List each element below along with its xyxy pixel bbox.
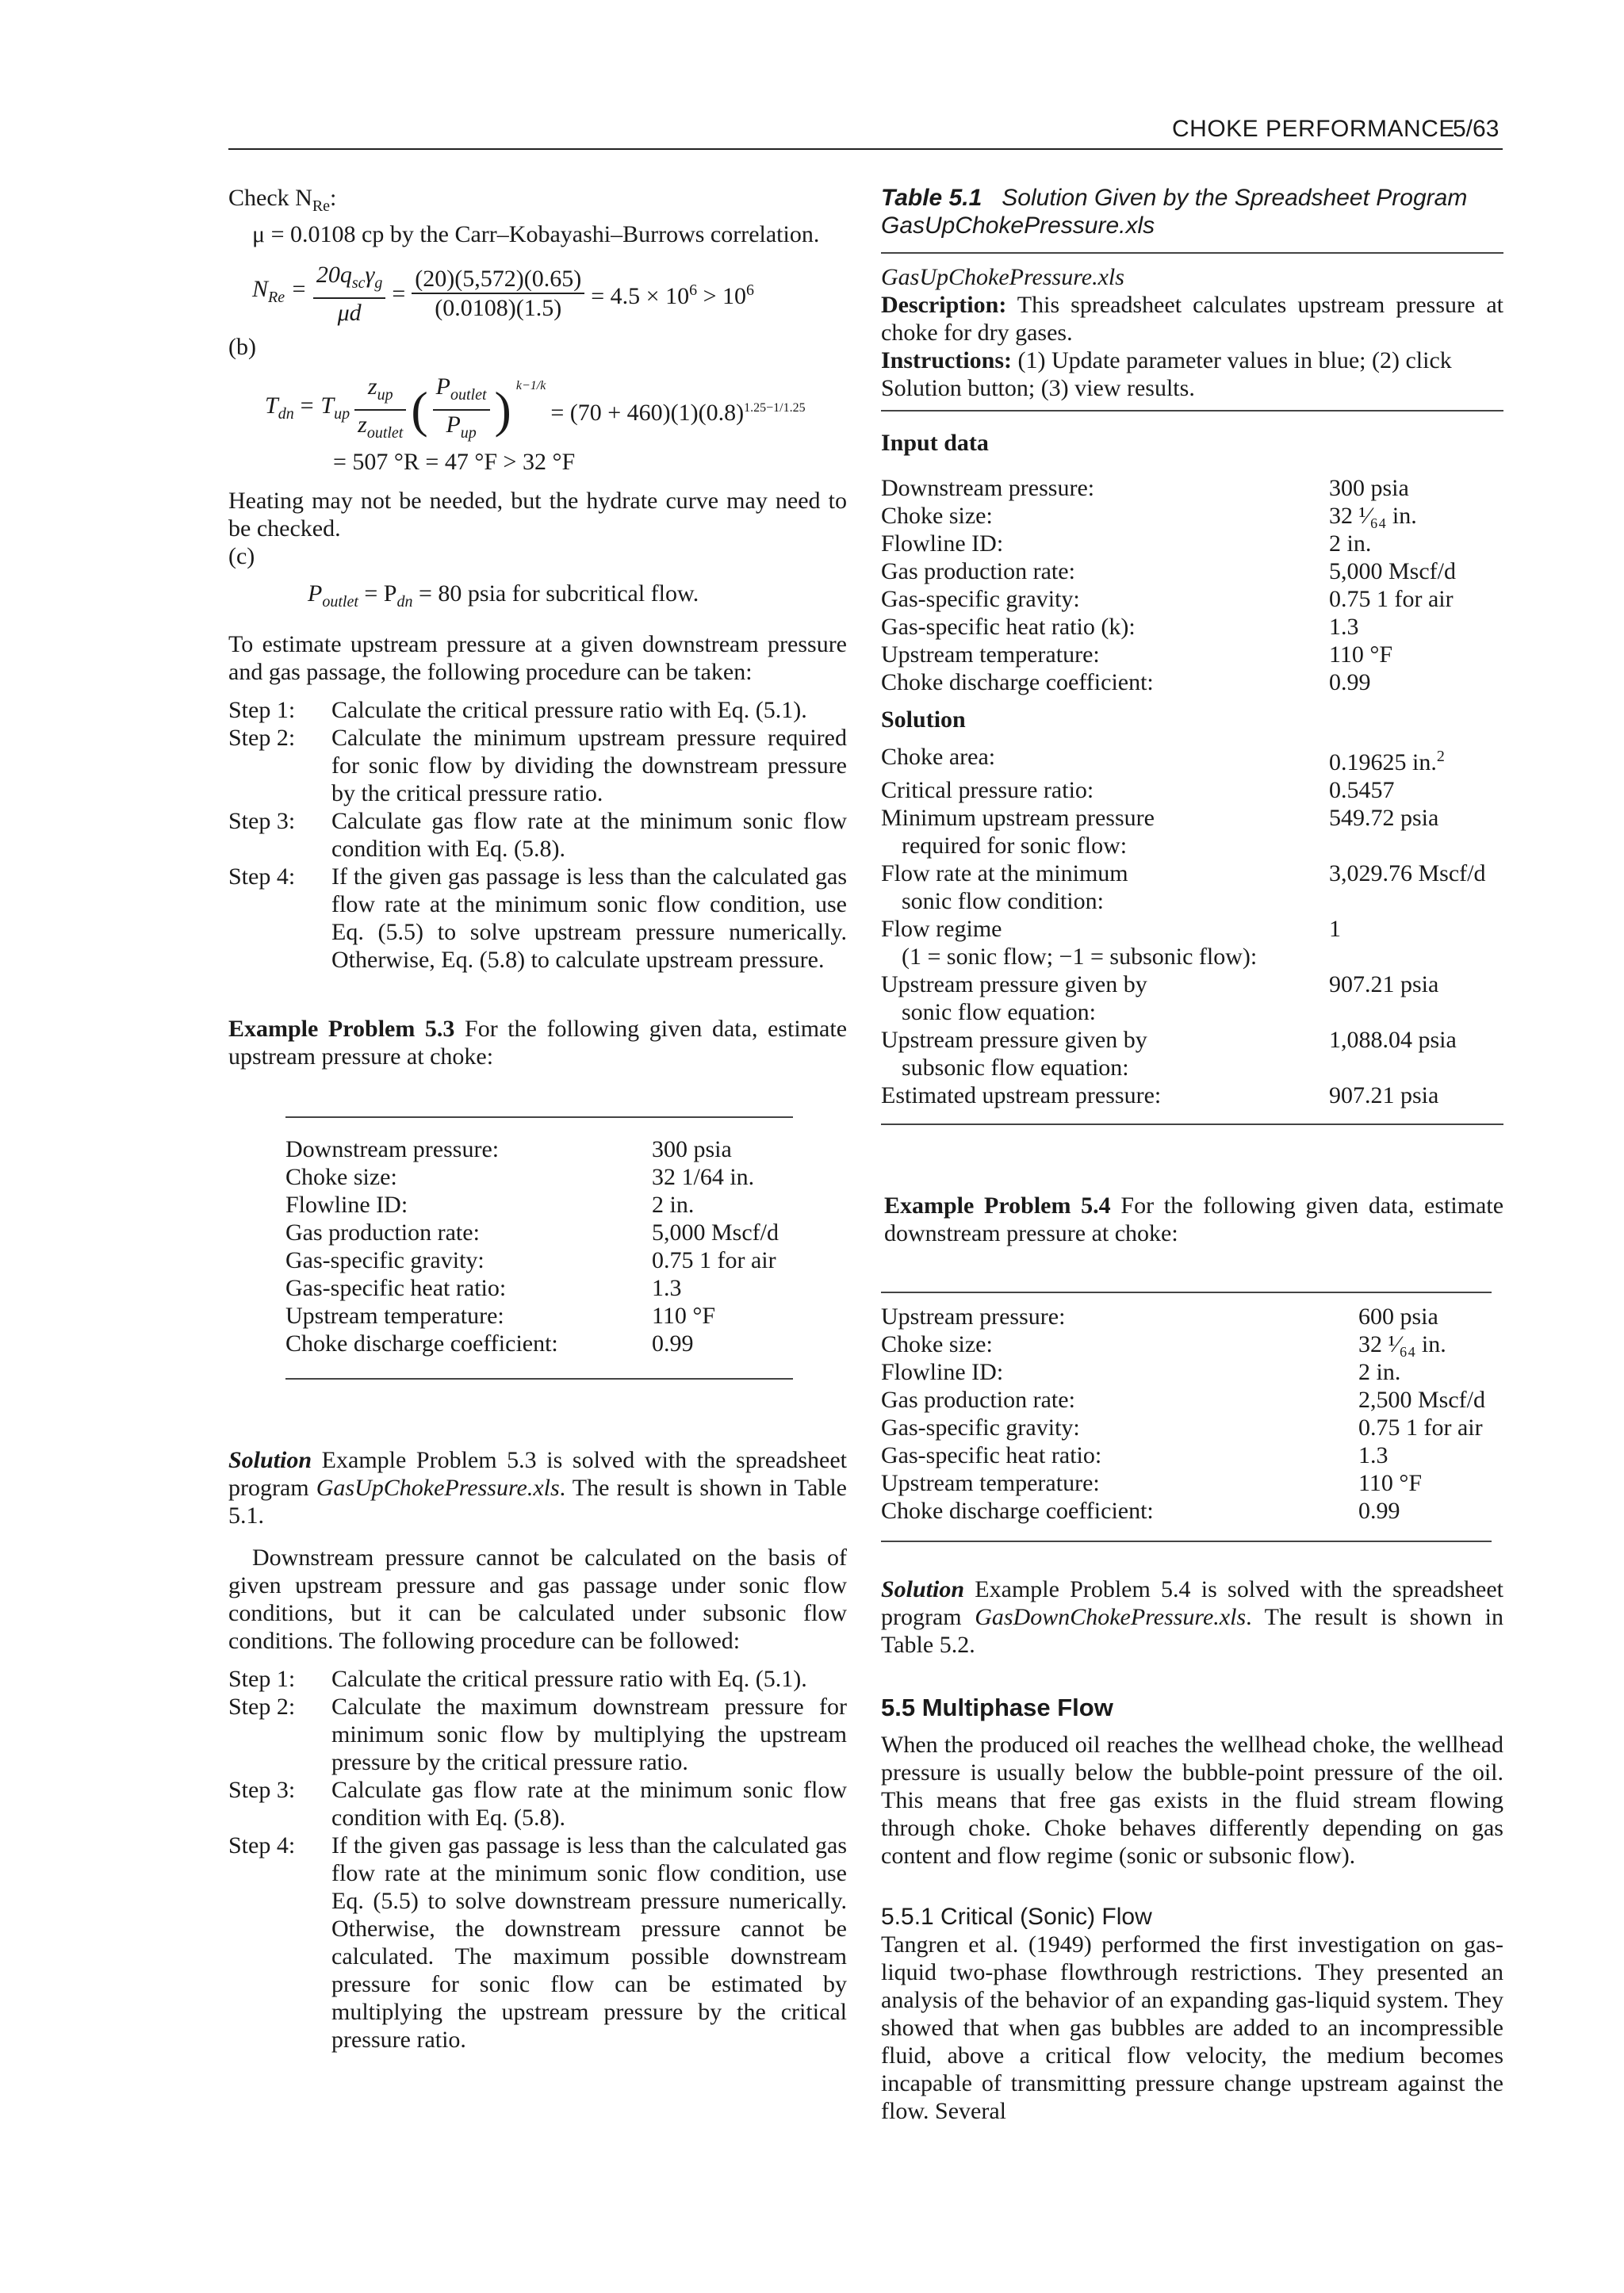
row-value: 2 in. bbox=[1358, 1359, 1401, 1385]
flow-rate-row: Flow rate at the minimum sonic flow condition: 3,029.76 Mscf/d bbox=[881, 860, 1486, 914]
row-value: 0.99 bbox=[1358, 1498, 1400, 1524]
row-value: 32 1/64 in. bbox=[652, 1164, 755, 1190]
step-text: Calculate gas flow rate at the minimum sonic flow condition with Eq. (5.8). bbox=[331, 1777, 847, 1831]
row-label: Choke discharge coefficient: bbox=[881, 669, 1154, 695]
procedure-step bbox=[228, 1776, 847, 1832]
row-label: Choke size: bbox=[881, 503, 993, 529]
right-column bbox=[881, 184, 1503, 2125]
running-header-title: CHOKE PERFORMANCE bbox=[1172, 116, 1455, 142]
procedure-step bbox=[228, 724, 847, 807]
section-5-5-1-text: Tangren et al. (1949) performed the first investigation on gas-liquid two-phase flowthrough restrictions. They presented an analysis of the behavior of an expanding gas-liquid system. They showed that when gas bubbles are added to an incompressible fluid, above a critical flow velocity, the medium becomes incapable of transmitting pressure change upstream against the flow. Several bbox=[881, 1931, 1503, 2124]
row-label: Gas-specific gravity: bbox=[285, 1247, 485, 1273]
row-label: Gas-specific gravity: bbox=[881, 586, 1080, 612]
row-value: 600 psia bbox=[1358, 1303, 1438, 1330]
data-row bbox=[881, 474, 1503, 502]
row-label: Gas-specific gravity: bbox=[881, 1414, 1080, 1441]
procedure-step bbox=[228, 863, 847, 974]
section-5-5-1-heading: 5.5.1 Critical (Sonic) Flow bbox=[881, 1904, 1152, 1930]
row-value: 300 psia bbox=[1329, 475, 1409, 501]
row-value: 1.3 bbox=[652, 1275, 682, 1301]
data-row bbox=[285, 1246, 793, 1274]
data-row bbox=[881, 585, 1503, 613]
step-text: Calculate the critical pressure ratio with Eq. (5.1). bbox=[331, 1666, 807, 1692]
data-row bbox=[285, 1135, 793, 1163]
step-text: Calculate gas flow rate at the minimum sonic flow condition with Eq. (5.8). bbox=[331, 808, 847, 862]
left-column bbox=[228, 184, 847, 2054]
step-label: Step 1: bbox=[228, 697, 296, 723]
example-5-4-data-table bbox=[881, 1292, 1492, 1542]
data-row bbox=[285, 1330, 793, 1357]
table-5-1-caption: Table 5.1 Solution Given by the Spreadsheet Program GasUpChokePressure.xls bbox=[881, 185, 1468, 239]
table-5-1-inputs bbox=[881, 474, 1503, 696]
step-text: If the given gas passage is less than the calculated gas flow rate at the minimum sonic flow condition, use Eq. (5.5) to solve upstream pressure numerically. Otherwise, Eq. (5.8) to calculate upstream pressure. bbox=[331, 863, 847, 973]
row-label: Flowline ID: bbox=[881, 530, 1004, 557]
viscosity-line: μ = 0.0108 cp by the Carr–Kobayashi–Burrows correlation. bbox=[252, 221, 820, 247]
temperature-equation: $T_{dn}$ = $T_{up}$ $\frac{z_{up}}{z_{outlet}}$ ( $\frac{P_{outlet}}{P_{up}}$ ) $^{k-1/k}$ = $(70 + 460)(1)(0.8)^{1.25-1/1.25}$ bbox=[265, 373, 806, 442]
row-label: Choke discharge coefficient: bbox=[285, 1330, 558, 1357]
row-value: 110 °F bbox=[1329, 641, 1393, 668]
row-value: 1.3 bbox=[1358, 1442, 1388, 1468]
step-label: Step 3: bbox=[228, 1777, 296, 1803]
row-label: Downstream pressure: bbox=[881, 475, 1095, 501]
row-label: Gas production rate: bbox=[285, 1219, 480, 1246]
row-label: Flowline ID: bbox=[285, 1192, 408, 1218]
solution-5-4: Solution Example Problem 5.4 is solved with the spreadsheet program GasDownChokePressure.xls. The result is shown in Table 5.2. bbox=[881, 1576, 1503, 1658]
section-5-5-text: When the produced oil reaches the wellhead choke, the wellhead pressure is usually below the bubble-point pressure of the oil. This means that free gas exists in the fluid stream flowing through choke. Choke behaves differently depending on gas content and flow regime (sonic or subsonic flow). bbox=[881, 1732, 1503, 1869]
solution-5-3: Solution Example Problem 5.3 is solved with the spreadsheet program GasUpChokePressure.xls. The result is shown in Table 5.1. bbox=[228, 1447, 847, 1529]
row-value: 0.75 1 for air bbox=[652, 1247, 776, 1273]
table-rule bbox=[881, 410, 1503, 412]
row-label: Upstream temperature: bbox=[881, 641, 1100, 668]
upstream-subsonic-row: Upstream pressure given by subsonic flow equation: 1,088.04 psia bbox=[881, 1027, 1457, 1081]
data-row bbox=[285, 1191, 793, 1219]
data-row bbox=[881, 1386, 1492, 1414]
row-value: 2,500 Mscf/d bbox=[1358, 1387, 1485, 1413]
part-b-label: (b) bbox=[228, 334, 256, 360]
procedure-step bbox=[228, 1665, 847, 1693]
step-label: Step 3: bbox=[228, 808, 296, 834]
row-label: Upstream temperature: bbox=[285, 1303, 504, 1329]
upstream-sonic-row: Upstream pressure given by sonic flow equation: 907.21 psia bbox=[881, 971, 1439, 1025]
example-5-4: Example Problem 5.4 For the following given data, estimate downstream pressure at choke: bbox=[884, 1192, 1504, 1246]
row-label: Choke size: bbox=[881, 1331, 993, 1357]
data-row bbox=[881, 530, 1503, 557]
row-label: Gas-specific heat ratio: bbox=[285, 1275, 507, 1301]
row-value: 32 ¹⁄₆₄ in. bbox=[1329, 503, 1417, 529]
table-5-1-instructions: Instructions: (1) Update parameter values in blue; (2) click Solution button; (3) view results. bbox=[881, 347, 1452, 401]
row-value: 110 °F bbox=[1358, 1470, 1423, 1496]
check-nre: Check $N_{Re}$: bbox=[228, 185, 337, 215]
data-row bbox=[881, 1358, 1492, 1386]
step-text: If the given gas passage is less than the calculated gas flow rate at the minimum sonic flow condition, use Eq. (5.5) to solve downstream pressure numerically. Otherwise, the downstream pressure cannot be calculated. The maximum possible downstream pressure for sonic flow can be estimated by multiplying the upstream pressure by the critical pressure ratio. bbox=[331, 1832, 847, 2053]
reynolds-equation: $N_{Re}$ = $\frac{20q_{sc}\gamma_g}{\mu d}$ = $\frac{(20)(5,572)(0.65)}{(0.0108)(1.5)}$ = $4.5 \times 10^6 > 10^6$ bbox=[252, 261, 754, 326]
row-value: 0.75 1 for air bbox=[1358, 1414, 1483, 1441]
row-value: 2 in. bbox=[1329, 530, 1372, 557]
choke-area-row: Choke area: 0.19625 in.$^2$ bbox=[881, 744, 1445, 775]
data-row bbox=[881, 668, 1503, 696]
procedure-step bbox=[228, 1832, 847, 2054]
step-label: Step 2: bbox=[228, 1694, 296, 1720]
row-value: 2 in. bbox=[652, 1192, 695, 1218]
row-label: Choke discharge coefficient: bbox=[881, 1498, 1154, 1524]
table-5-1-solution bbox=[881, 743, 1503, 1109]
outlet-pressure-line: $P_{outlet} = P_{dn} = 80$ psia for subcritical flow. bbox=[308, 580, 699, 611]
table-5-1 bbox=[881, 184, 1503, 1125]
data-row bbox=[285, 1302, 793, 1330]
row-label: Upstream temperature: bbox=[881, 1470, 1100, 1496]
page-number: 5/63 bbox=[1453, 116, 1500, 142]
upstream-procedure-intro: To estimate upstream pressure at a given downstream pressure and gas passage, the following procedure can be taken: bbox=[228, 631, 847, 685]
data-row bbox=[881, 641, 1503, 668]
row-label: Gas production rate: bbox=[881, 1387, 1075, 1413]
row-label: Gas-specific heat ratio: bbox=[881, 1442, 1102, 1468]
row-value: 0.99 bbox=[1329, 669, 1371, 695]
row-value: 5,000 Mscf/d bbox=[1329, 558, 1456, 584]
data-row bbox=[881, 557, 1503, 585]
data-row bbox=[881, 1469, 1492, 1497]
data-row bbox=[881, 1303, 1492, 1330]
data-row bbox=[285, 1274, 793, 1302]
step-label: Step 4: bbox=[228, 863, 296, 890]
step-text: Calculate the maximum downstream pressure for minimum sonic flow by multiplying the upstream pressure by the critical pressure ratio. bbox=[331, 1694, 847, 1775]
data-row bbox=[881, 613, 1503, 641]
downstream-procedure-intro: Downstream pressure cannot be calculated on the basis of given upstream pressure and gas passage under sonic flow conditions, but it can be calculated under subsonic flow conditions. The following procedure can be followed: bbox=[228, 1545, 847, 1654]
downstream-steps bbox=[228, 1665, 847, 2054]
example-5-3: Example Problem 5.3 For the following given data, estimate upstream pressure at choke: bbox=[228, 1016, 848, 1070]
data-row bbox=[881, 1414, 1492, 1441]
section-5-5-heading: 5.5 Multiphase Flow bbox=[881, 1694, 1113, 1721]
row-value: 110 °F bbox=[652, 1303, 716, 1329]
step-label: Step 2: bbox=[228, 725, 296, 751]
data-row bbox=[285, 1219, 793, 1246]
estimated-upstream-row: Estimated upstream pressure: 907.21 psia bbox=[881, 1082, 1439, 1108]
row-label: Downstream pressure: bbox=[285, 1136, 500, 1162]
part-c-label: (c) bbox=[228, 543, 255, 569]
data-row bbox=[881, 1441, 1492, 1469]
row-label: Flowline ID: bbox=[881, 1359, 1004, 1385]
table-rule bbox=[881, 252, 1503, 254]
row-label: Choke size: bbox=[285, 1164, 397, 1190]
data-row bbox=[285, 1163, 793, 1191]
row-value: 0.99 bbox=[652, 1330, 694, 1357]
input-data-heading: Input data bbox=[881, 430, 989, 456]
step-label: Step 4: bbox=[228, 1832, 296, 1859]
flow-regime-row: Flow regime (1 = sonic flow; −1 = subsonic flow): 1 bbox=[881, 916, 1341, 970]
row-value: 1.3 bbox=[1329, 614, 1359, 640]
row-label: Gas-specific heat ratio (k): bbox=[881, 614, 1136, 640]
table-5-1-description: Description: This spreadsheet calculates upstream pressure at choke for dry gases. bbox=[881, 292, 1503, 346]
data-row bbox=[881, 1497, 1492, 1525]
data-row bbox=[881, 502, 1503, 530]
row-value: 300 psia bbox=[652, 1136, 732, 1162]
temperature-result: = 507 °R = 47 °F > 32 °F bbox=[333, 449, 576, 475]
step-text: Calculate the critical pressure ratio with Eq. (5.1). bbox=[331, 697, 807, 723]
step-text: Calculate the minimum upstream pressure required for sonic flow by dividing the downstream pressure by the critical pressure ratio. bbox=[331, 725, 847, 806]
solution-heading: Solution bbox=[881, 706, 966, 733]
row-value: 32 ¹⁄₆₄ in. bbox=[1358, 1331, 1446, 1357]
data-row bbox=[881, 1330, 1492, 1358]
step-label: Step 1: bbox=[228, 1666, 296, 1692]
header-rule bbox=[228, 148, 1503, 150]
critical-ratio-row: Critical pressure ratio: 0.5457 bbox=[881, 777, 1395, 803]
procedure-step bbox=[228, 696, 847, 724]
example-5-3-data-table bbox=[285, 1116, 793, 1380]
upstream-steps bbox=[228, 696, 847, 974]
row-value: 5,000 Mscf/d bbox=[652, 1219, 779, 1246]
table-rule bbox=[881, 1124, 1503, 1125]
row-label: Upstream pressure: bbox=[881, 1303, 1066, 1330]
table-5-1-filename: GasUpChokePressure.xls bbox=[881, 264, 1124, 290]
procedure-step bbox=[228, 1693, 847, 1776]
heating-text: Heating may not be needed, but the hydrate curve may need to be checked. bbox=[228, 488, 847, 542]
procedure-step bbox=[228, 807, 847, 863]
row-value: 0.75 1 for air bbox=[1329, 586, 1454, 612]
min-upstream-row: Minimum upstream pressure required for sonic flow: 549.72 psia bbox=[881, 805, 1439, 859]
row-label: Gas production rate: bbox=[881, 558, 1075, 584]
